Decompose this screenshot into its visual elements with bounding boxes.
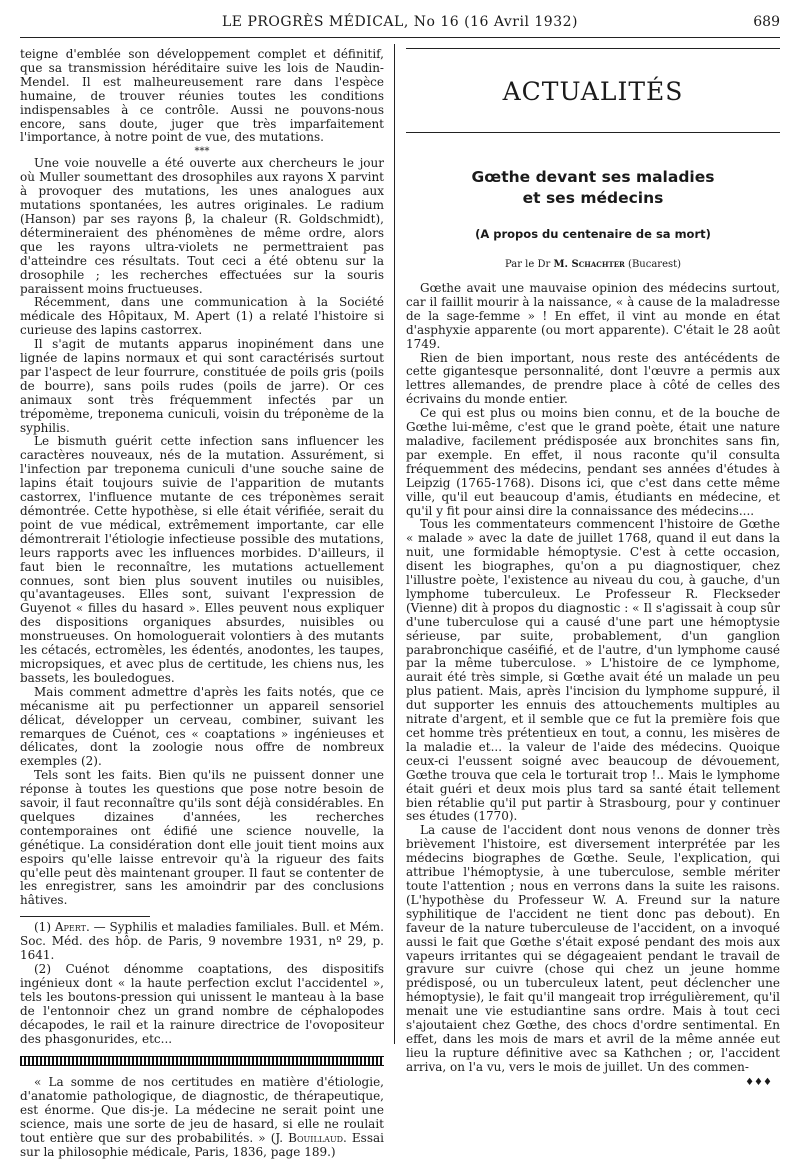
left-paragraph-7: Tels sont les faits. Bien qu'ils ne puissent donner une réponse à toutes les questions que pose notre besoin de savoir, il faut reconnaître qu'ils sont déjà considérables. En quelques dizaines d'années, les recherches contemporaines ont édifié une science nouvelle, la génétique. La considération dont elle jouit tient moins aux espoirs qu'elle laisse entrevoir qu'à la rigueur des faits qu'elle peut dès maintenant grouper. Il faut se contenter de les enregistrer, sans les amoindrir par des conclusions hâtives. (20, 768, 384, 908)
column-divider (394, 44, 395, 1044)
page-number: 689 (753, 14, 780, 30)
footnote-1-text: — Syphilis et maladies familiales. Bull. et Mém. Soc. Méd. des hôp. de Paris, 9 novembre 1931, nº 29, p. 1641. (20, 920, 384, 963)
footnote-rule (20, 916, 150, 917)
quote-text: « La somme de nos certitudes en matière d'étiologie, d'anatomie pathologique, de diagnostic, de thérapeutique, est énorme. Que dis-je. La médecine ne serait point une science, mais une sorte de jeu de hasard, si elle ne roulait tout entière que sur des probabilités. » (J. (20, 1075, 384, 1146)
running-title: LE PROGRÈS MÉDICAL, No 16 (16 Avril 1932) (222, 14, 578, 30)
left-paragraph-2: Une voie nouvelle a été ouverte aux chercheurs le jour où Muller soumettant des drosophiles aux rayons X parvint à provoquer des mutations, les unes analogues aux mutations spontanées, les autres originales. Le radium (Hanson) par ses rayons β, la chaleur (R. Goldschmidt), détermineraient des phénomènes de même ordre, alors que les rayons ultra-violets ne permettraient pas d'atteindre ces résultats. Tout ceci a été obtenu sur la drosophile ; les recherches effectuées sur la souris paraissent moins fructueuses. (20, 156, 384, 296)
article-title-line-2: et ses médecins (522, 189, 664, 207)
quote-block (20, 1076, 384, 1159)
ornamental-bar (20, 1056, 384, 1066)
left-paragraph-5: Le bismuth guérit cette infection sans influencer les caractères nouveaux, nés de la mutation. Assurément, si l'infection par treponema cuniculi d'une souche saine de lapins était toujours suivie de l'apparition de mutants castorrex, l'influence mutante de ces tréponèmes serait démontrée. Cette hypothèse, si elle était vérifiée, serait du point de vue médical, extrêmement importante, car elle démontrerait l'étiologie infectieuse possible des mutations, leurs rapports avec les influences morbides. D'ailleurs, il faut bien le reconnaître, les mutations actuellement connues, sont bien plus souvent inutiles ou nuisibles, qu'avantageuses. Elles sont, suivant l'expression de Guyenot « filles du hasard ». Elles peuvent nous expliquer des dispositions organiques absurdes, nuisibles ou monstrueuses. On homologuerait volontiers à des mutants les cétacés, ectromèles, les édentés, anodontes, les taupes, micropsiques, et avec plus de certitude, les chiens nus, les bassets, les bouledogues. (20, 434, 384, 685)
left-paragraph-6: Mais comment admettre d'après les faits notés, que ce mécanisme ait pu perfectionner un appareil sensoriel délicat, développer un cerveau, combiner, suivant les remarques de Cuénot, ces « coaptations » ingénieuses et délicates, dont la zoologie nous offre de nombreux exemples (2). (20, 684, 384, 769)
left-paragraph-3: Récemment, dans une communication à la Société médicale des Hôpitaux, M. Apert (1) a relaté l'histoire si curieuse des lapins castorrex. (20, 295, 384, 338)
end-mark: ♦♦♦ (745, 1076, 772, 1088)
byline-prefix: Par le Dr (504, 259, 554, 270)
footnote-1-author: Apert. (54, 920, 90, 935)
right-paragraph-1: Gœthe avait une mauvaise opinion des médecins surtout, car il faillit mourir à la naissance, « à cause de la maladresse de la sage-femme » ! En effet, il vint au monde en état d'asphyxie apparente (ou mort apparente). C'était le 28 août 1749. (406, 281, 780, 351)
section-stars: *** (194, 146, 210, 158)
section-rule-top (406, 48, 780, 49)
right-column (406, 48, 780, 1088)
footnote-1-number: (1) (34, 920, 55, 935)
article-subtitle: (A propos du centenaire de sa mort) (475, 227, 711, 241)
footnote-1 (20, 921, 384, 963)
byline-author: M. Schachter (553, 259, 625, 270)
right-paragraph-2: Rien de bien important, nous reste des antécédents de cette gigantesque personnalité, dont l'œuvre a permis aux lettres allemandes, de prendre place à côté de celles des écrivains du monde entier. (406, 350, 780, 407)
section-title: ACTUALITÉS (502, 77, 684, 106)
left-column (20, 48, 384, 1160)
section-rule-bottom (406, 132, 780, 133)
byline-place: (Bucarest) (624, 259, 682, 270)
article-title-line-1: Gœthe devant ses maladies (471, 168, 715, 186)
right-paragraph-4: Tous les commentateurs commencent l'histoire de Gœthe « malade » avec la date de juillet 1768, quand il eut dans la nuit, une formidable hémoptysie. C'est à cette occasion, disent les biographes, qu'on a pu diagnostiquer, chez l'illustre poète, l'existence au niveau du cou, à gauche, d'un lymphome tuberculeux. Le Professeur R. Fleckseder (Vienne) dit à propos du diagnostic : « Il s'agissait à coup sûr d'une tuberculose qui a causé d'une part une hémoptysie sérieuse, par suite, probablement, d'un ganglion parabronchique caséifié, et de l'autre, d'un lymphome causé par la même tuberculose. » L'histoire de ce lymphome, aurait été très simple, si Gœthe avait été un malade un peu plus patient. Mais, après l'incision du lymphome suppuré, il dut supporter les ennuis des attouchements multiples au nitrate d'argent, et il semble que ce fut la première fois que cet homme très prétentieux en tout, a connu, les misères de la maladie et... la valeur de l'aide des médecins. Quoique ceux-ci l'eussent soigné avec beaucoup de dévouement, Gœthe trouva que cela le torturait trop !.. Mais le lymphome était guéri et deux mois plus tard sa santé était tellement bien rétablie qu'il put partir à Strasbourg, pour y continuer ses études (1770). (406, 517, 780, 824)
byline (406, 259, 780, 270)
header-rule (20, 37, 780, 38)
right-paragraph-5: La cause de l'accident dont nous venons de donner très brièvement l'histoire, est diversement interprétée par les médecins biographes de Gœthe. Seule, l'explication, qui attribue l'hémoptysie, à une tuberculose, semble mériter toute l'attention ; nous en verrons dans la suite les raisons. (L'hypothèse du Professeur W. A. Freund sur la nature syphilitique de l'accident ne tient donc pas debout). En faveur de la nature tuberculeuse de l'accident, on a invoqué aussi le fait que Gœthe s'était exposé pendant des mois aux vapeurs irritantes qui se dégageaient pendant le travail de gravure sur cuivre (chose qui chez un jeune homme prédisposé, ou un tuberculeux latent, peut déclencher une hémoptysie), le fait qu'il mangeait trop irrégulièrement, qu'il menait une vie estudiantine sans ordre. Mais à tout ceci s'ajoutaient chez Gœthe, des chocs d'ordre sentimental. En effet, dans les mois de mars et avril de la même année eut lieu la rupture définitive avec sa Kathchen ; or, l'accident arriva, on l'a vu, vers le mois de juillet. Un des commen- (406, 823, 780, 1074)
right-paragraph-3: Ce qui est plus ou moins bien connu, et de la bouche de Gœthe lui-même, c'est que le grand poète, était une nature maladive, facilement prédisposée aux bronchites sans fin, par exemple. En effet, il nous raconte qu'il consulta fréquemment des médecins, pendant ses années d'études à Leipzig (1765-1768). Disons ici, que c'est dans cette même ville, qu'il eut beaucoup d'amis, étudiants en médecine, et qu'il y fit pour ainsi dire la connaissance des médecins.... (406, 406, 780, 518)
quote-source: . Essai sur la philosophie médicale, Paris, 1836, page 189.) (20, 1131, 384, 1159)
quote-author: Bouillaud (288, 1131, 344, 1146)
left-paragraph-4: Il s'agit de mutants apparus inopinément dans une lignée de lapins normaux et qui sont caractérisés surtout par l'aspect de leur fourrure, constituée de poils gris (poils de bourre), sans poils rudes (poils de jarre). Or ces animaux sont très fréquemment infectés par un trépomème, treponema cuniculi, voisin du tréponème de la syphilis. (20, 337, 384, 435)
footnote-2: (2) Cuénot dénomme coaptations, des dispositifs ingénieux dont « la haute perfection exclut l'accidentel », tels les boutons-pression qui unissent le manteau à la base de l'entonnoir chez un grand nombre de céphalopodes décapodes, le rail et la rainure directrice de l'ovopositeur des phasgonurides, etc... (20, 962, 384, 1046)
left-paragraph-1: teigne d'emblée son développement complet et définitif, que sa transmission héréditaire suive les lois de Naudin-Mendel. Il est malheureusement rare dans l'espèce humaine, de trouver réunies toutes les conditions indispensables à ce contrôle. Aussi ne pouvons-nous encore, sans doute, juger que très imparfaitement l'importance, à notre point de vue, des mutations. (20, 47, 384, 145)
running-header (20, 14, 780, 36)
